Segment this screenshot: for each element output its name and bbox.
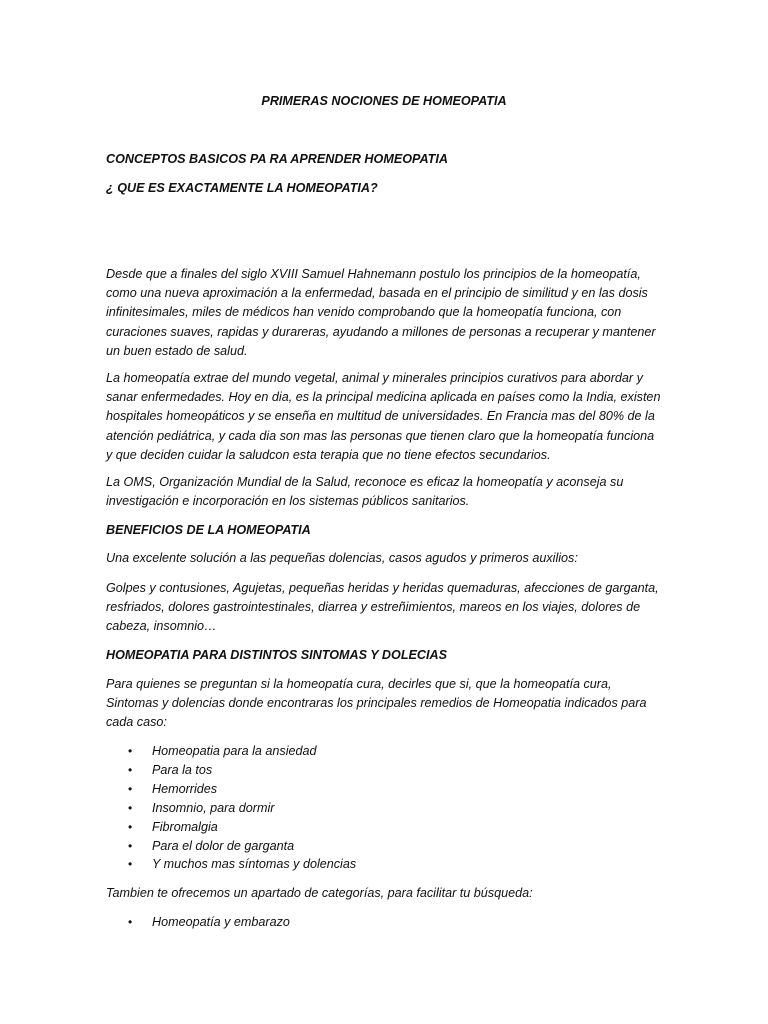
list-item-text: Fibromalgia	[152, 819, 218, 834]
paragraph-quienes: Para quienes se preguntan si la homeopatía cura, decirles que si, que la homeopatía cura, Sintomas y dolencias donde encontraras los principales remedios de Homeopatia indicados para cada caso:	[106, 677, 647, 730]
list-item-text: Para la tos	[152, 762, 213, 777]
bullet-icon: •	[128, 915, 133, 929]
bullet-icon: •	[128, 744, 133, 758]
paragraph-extrae: La homeopatía extrae del mundo vegetal, animal y minerales principios curativos para abordar y sanar enfermedades. Hoy en dia, es la principal medicina aplicada en países como la India, existen hospitales homeopáticos y se enseña en multitud de universidades. En Francia mas del 80% de la atención pediátrica, y cada dia son mas las personas que tienen claro que la homeopatía funciona y que deciden cuidar la saludcon esta terapia que no tiene efectos secundarios.	[106, 371, 661, 462]
section-heading-beneficios: BENEFICIOS DE LA HOMEOPATIA	[106, 523, 311, 537]
list-item	[106, 780, 356, 799]
list-item-text: Y muchos mas síntomas y dolencias	[152, 857, 357, 872]
paragraph-categorias: Tambien te ofrecemos un apartado de categorías, para facilitar tu búsqueda:	[106, 886, 533, 900]
list-item	[106, 818, 356, 837]
list-item	[106, 913, 290, 932]
section-heading-que-es: ¿ QUE ES EXACTAMENTE LA HOMEOPATIA?	[106, 181, 378, 195]
list-item-text: Homeopatía y embarazo	[152, 915, 290, 929]
page-title: PRIMERAS NOCIONES DE HOMEOPATIA	[261, 94, 507, 108]
bullet-icon: •	[128, 781, 133, 796]
list-item-text: Hemorrides	[152, 781, 218, 796]
symptom-list	[106, 742, 356, 874]
paragraph-golpes: Golpes y contusiones, Agujetas, pequeñas heridas y heridas quemaduras, afecciones de garganta, resfriados, dolores gastrointestinales, diarrea y estreñimientos, mareos en los viajes, dolores de cabeza, insomnio…	[106, 581, 659, 634]
list-item	[106, 742, 356, 761]
bullet-icon: •	[128, 838, 133, 853]
bullet-icon: •	[128, 800, 133, 815]
category-list	[106, 913, 290, 932]
list-item	[106, 837, 356, 856]
paragraph-intro: Desde que a finales del siglo XVIII Samuel Hahnemann postulo los principios de la homeopatía, como una nueva aproximación a la enfermedad, basada en el principio de similitud y en las dosis infinitesimales, miles de médicos han venido comprobando que la homeopatía funciona, con curaciones suaves, rapidas y durareras, ayudando a millones de personas a recuperar y mantener un buen estado de salud.	[106, 267, 656, 358]
list-item	[106, 799, 356, 818]
bullet-icon: •	[128, 762, 133, 777]
list-item-text: Insomnio, para dormir	[152, 800, 275, 815]
section-heading-sintomas: HOMEOPATIA PARA DISTINTOS SINTOMAS Y DOLECIAS	[106, 648, 447, 662]
list-item	[106, 855, 356, 874]
list-item-text: Para el dolor de garganta	[152, 838, 295, 853]
section-heading-conceptos: CONCEPTOS BASICOS PA RA APRENDER HOMEOPATIA	[106, 152, 448, 166]
bullet-icon: •	[128, 819, 133, 834]
list-item-text: Homeopatia para la ansiedad	[152, 744, 317, 758]
paragraph-oms: La OMS, Organización Mundial de la Salud, reconoce es eficaz la homeopatía y aconseja su investigación e incorporación en los sistemas públicos sanitarios.	[106, 475, 624, 509]
paragraph-solucion: Una excelente solución a las pequeñas dolencias, casos agudos y primeros auxilios:	[106, 551, 578, 565]
bullet-icon: •	[128, 857, 133, 872]
list-item	[106, 761, 356, 780]
